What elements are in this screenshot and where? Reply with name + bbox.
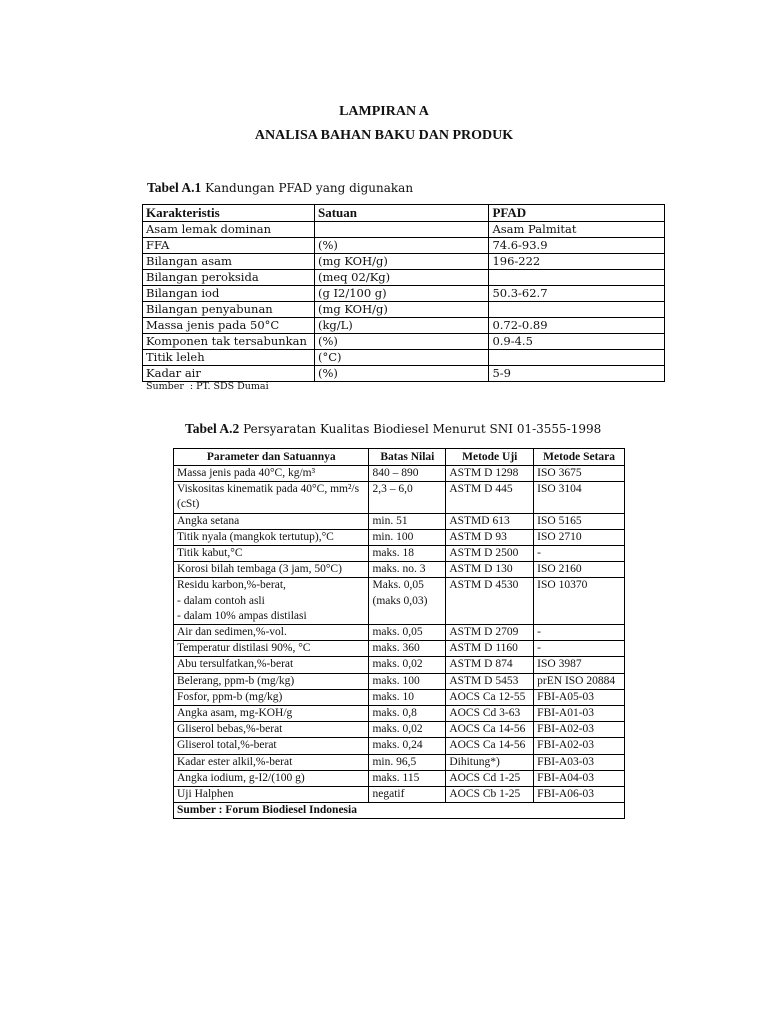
table-cell: (%) xyxy=(314,334,488,350)
table-cell: Belerang, ppm-b (mg/kg) xyxy=(174,673,369,689)
table-cell: Dihitung*) xyxy=(446,754,534,770)
table-cell: AOCS Cd 3-63 xyxy=(446,706,534,722)
table-cell: Massa jenis pada 40°C, kg/m³ xyxy=(174,466,369,482)
table-cell: Titik leleh xyxy=(143,350,315,366)
table-cell: min. 100 xyxy=(369,529,446,545)
table-cell: (kg/L) xyxy=(314,318,488,334)
table-row xyxy=(143,270,665,286)
table-cell: Titik kabut,°C xyxy=(174,546,369,562)
table1-source: Sumber : PT. SDS Dumai xyxy=(146,381,269,392)
table-cell: Angka iodium, g-I2/(100 g) xyxy=(174,770,369,786)
table-cell: Massa jenis pada 50°C xyxy=(143,318,315,334)
table-cell: - xyxy=(534,625,625,641)
table-cell: 0.9-4.5 xyxy=(489,334,665,350)
table-cell: ASTM D 4530 xyxy=(446,578,534,625)
table2-caption-text: Persyaratan Kualitas Biodiesel Menurut SNI 01-3555-1998 xyxy=(239,422,602,436)
header-batas-nilai: Batas Nilai xyxy=(369,449,446,466)
table-cell: ISO 5165 xyxy=(534,513,625,529)
table-cell: AOCS Ca 12-55 xyxy=(446,689,534,705)
table-cell: maks. 0,02 xyxy=(369,722,446,738)
table-cell: FFA xyxy=(143,238,315,254)
table-cell: Uji Halphen xyxy=(174,787,369,803)
table-cell: FBI-A02-03 xyxy=(534,738,625,754)
table-cell: Gliserol total,%-berat xyxy=(174,738,369,754)
table-row xyxy=(143,222,665,238)
table-cell: Air dan sedimen,%-vol. xyxy=(174,625,369,641)
table-cell: maks. 0,05 xyxy=(369,625,446,641)
table-cell: ASTM D 1160 xyxy=(446,641,534,657)
table-cell: maks. 0,02 xyxy=(369,657,446,673)
pfad-table xyxy=(142,204,665,382)
table-cell: maks. 360 xyxy=(369,641,446,657)
table2-caption xyxy=(185,421,601,437)
table-row xyxy=(174,578,625,625)
table-row xyxy=(174,657,625,673)
table-row xyxy=(143,238,665,254)
table-cell: FBI-A03-03 xyxy=(534,754,625,770)
table-cell: Fosfor, ppm-b (mg/kg) xyxy=(174,689,369,705)
table-cell: maks. 0,24 xyxy=(369,738,446,754)
table-cell: maks. 100 xyxy=(369,673,446,689)
table-cell: ISO 3675 xyxy=(534,466,625,482)
table-cell: min. 51 xyxy=(369,513,446,529)
table-cell: ASTM D 130 xyxy=(446,562,534,578)
table-cell: (°C) xyxy=(314,350,488,366)
table2-source: Sumber : Forum Biodiesel Indonesia xyxy=(174,803,625,819)
table-cell: Asam Palmitat xyxy=(489,222,665,238)
table-cell: ASTM D 1298 xyxy=(446,466,534,482)
table-cell: 50.3-62.7 xyxy=(489,286,665,302)
table1-caption-text: Kandungan PFAD yang digunakan xyxy=(201,181,414,195)
table-cell: Angka asam, mg-KOH/g xyxy=(174,706,369,722)
table-cell: Viskositas kinematik pada 40°C, mm²/s (cSt) xyxy=(174,482,369,513)
table-row xyxy=(174,706,625,722)
table-cell: 840 – 890 xyxy=(369,466,446,482)
table-cell: (%) xyxy=(314,366,488,382)
table-row xyxy=(174,482,625,513)
table-cell: 5-9 xyxy=(489,366,665,382)
table1-caption-label: Tabel A.1 xyxy=(147,180,202,195)
header-metode-uji: Metode Uji xyxy=(446,449,534,466)
table-cell: Komponen tak tersabunkan xyxy=(143,334,315,350)
table-cell: FBI-A05-03 xyxy=(534,689,625,705)
header-metode-setara: Metode Setara xyxy=(534,449,625,466)
table-row xyxy=(143,350,665,366)
table-row xyxy=(143,366,665,382)
table-cell: maks. 18 xyxy=(369,546,446,562)
table-cell: Bilangan iod xyxy=(143,286,315,302)
header-satuan: Satuan xyxy=(314,205,488,222)
table-cell: Temperatur distilasi 90%, °C xyxy=(174,641,369,657)
table-row xyxy=(174,738,625,754)
table-cell: FBI-A01-03 xyxy=(534,706,625,722)
header-karakteristis: Karakteristis xyxy=(143,205,315,222)
table-cell: 196-222 xyxy=(489,254,665,270)
table-cell xyxy=(489,302,665,318)
table-cell: - xyxy=(534,546,625,562)
table-cell: ASTM D 2709 xyxy=(446,625,534,641)
table-cell: AOCS Ca 14-56 xyxy=(446,722,534,738)
table-row xyxy=(174,466,625,482)
appendix-subtitle: ANALISA BAHAN BAKU DAN PRODUK xyxy=(254,128,514,143)
table-row xyxy=(174,529,625,545)
table-cell: maks. no. 3 xyxy=(369,562,446,578)
table-row xyxy=(174,722,625,738)
table-cell: Bilangan penyabunan xyxy=(143,302,315,318)
table-cell: Kadar ester alkil,%-berat xyxy=(174,754,369,770)
table-cell: maks. 0,8 xyxy=(369,706,446,722)
table-cell: ISO 2160 xyxy=(534,562,625,578)
table-header-row xyxy=(143,205,665,222)
table-cell: FBI-A04-03 xyxy=(534,770,625,786)
table-row xyxy=(143,254,665,270)
table-cell: min. 96,5 xyxy=(369,754,446,770)
header-parameter: Parameter dan Satuannya xyxy=(174,449,369,466)
table2-caption-label: Tabel A.2 xyxy=(185,421,240,436)
table-source-row xyxy=(174,803,625,819)
table-cell: Abu tersulfatkan,%-berat xyxy=(174,657,369,673)
table-cell: FBI-A06-03 xyxy=(534,787,625,803)
table-row xyxy=(174,689,625,705)
table-row xyxy=(143,334,665,350)
table-cell: Titik nyala (mangkok tertutup),°C xyxy=(174,529,369,545)
table-cell: (mg KOH/g) xyxy=(314,254,488,270)
table-row xyxy=(174,787,625,803)
table-cell: - xyxy=(534,641,625,657)
table-row xyxy=(174,754,625,770)
table-cell: ISO 10370 xyxy=(534,578,625,625)
table-cell: maks. 115 xyxy=(369,770,446,786)
table-cell: maks. 10 xyxy=(369,689,446,705)
table-cell: (mg KOH/g) xyxy=(314,302,488,318)
table-cell: Kadar air xyxy=(143,366,315,382)
table-cell xyxy=(489,270,665,286)
table-cell: Bilangan asam xyxy=(143,254,315,270)
table-cell: AOCS Cb 1-25 xyxy=(446,787,534,803)
table-row xyxy=(174,546,625,562)
table-row xyxy=(143,318,665,334)
table-cell: Residu karbon,%-berat, - dalam contoh asli - dalam 10% ampas distilasi xyxy=(174,578,369,625)
table-cell: Asam lemak dominan xyxy=(143,222,315,238)
header-pfad: PFAD xyxy=(489,205,665,222)
table-cell: FBI-A02-03 xyxy=(534,722,625,738)
biodiesel-quality-table xyxy=(173,448,625,819)
table-cell: 74.6-93.9 xyxy=(489,238,665,254)
table-cell: AOCS Ca 14-56 xyxy=(446,738,534,754)
table-cell: 0.72-0.89 xyxy=(489,318,665,334)
table-cell: ASTM D 2500 xyxy=(446,546,534,562)
table-cell: ASTM D 93 xyxy=(446,529,534,545)
table-cell: AOCS Cd 1-25 xyxy=(446,770,534,786)
table-cell: ISO 3987 xyxy=(534,657,625,673)
table-cell: Angka setana xyxy=(174,513,369,529)
table-row xyxy=(174,513,625,529)
table-cell: prEN ISO 20884 xyxy=(534,673,625,689)
table-cell: (g I2/100 g) xyxy=(314,286,488,302)
table-cell: (%) xyxy=(314,238,488,254)
table-cell: ASTMD 613 xyxy=(446,513,534,529)
table-header-row xyxy=(174,449,625,466)
table-cell: Bilangan peroksida xyxy=(143,270,315,286)
table-cell: negatif xyxy=(369,787,446,803)
table-cell: ASTM D 445 xyxy=(446,482,534,513)
table-cell: ISO 3104 xyxy=(534,482,625,513)
appendix-title: LAMPIRAN A xyxy=(339,104,429,119)
table-cell xyxy=(314,222,488,238)
table-cell: Gliserol bebas,%-berat xyxy=(174,722,369,738)
table-cell: Maks. 0,05 (maks 0,03) xyxy=(369,578,446,625)
table-cell: (meq 02/Kg) xyxy=(314,270,488,286)
table-cell: ASTM D 874 xyxy=(446,657,534,673)
table-row xyxy=(174,641,625,657)
table-row xyxy=(174,625,625,641)
table-cell: 2,3 – 6,0 xyxy=(369,482,446,513)
table-cell: ISO 2710 xyxy=(534,529,625,545)
table-cell: Korosi bilah tembaga (3 jam, 50°C) xyxy=(174,562,369,578)
table-cell xyxy=(489,350,665,366)
table-row xyxy=(143,302,665,318)
table-cell: ASTM D 5453 xyxy=(446,673,534,689)
table-row xyxy=(143,286,665,302)
table-row xyxy=(174,673,625,689)
table-row xyxy=(174,562,625,578)
table-row xyxy=(174,770,625,786)
table1-caption xyxy=(147,180,413,196)
